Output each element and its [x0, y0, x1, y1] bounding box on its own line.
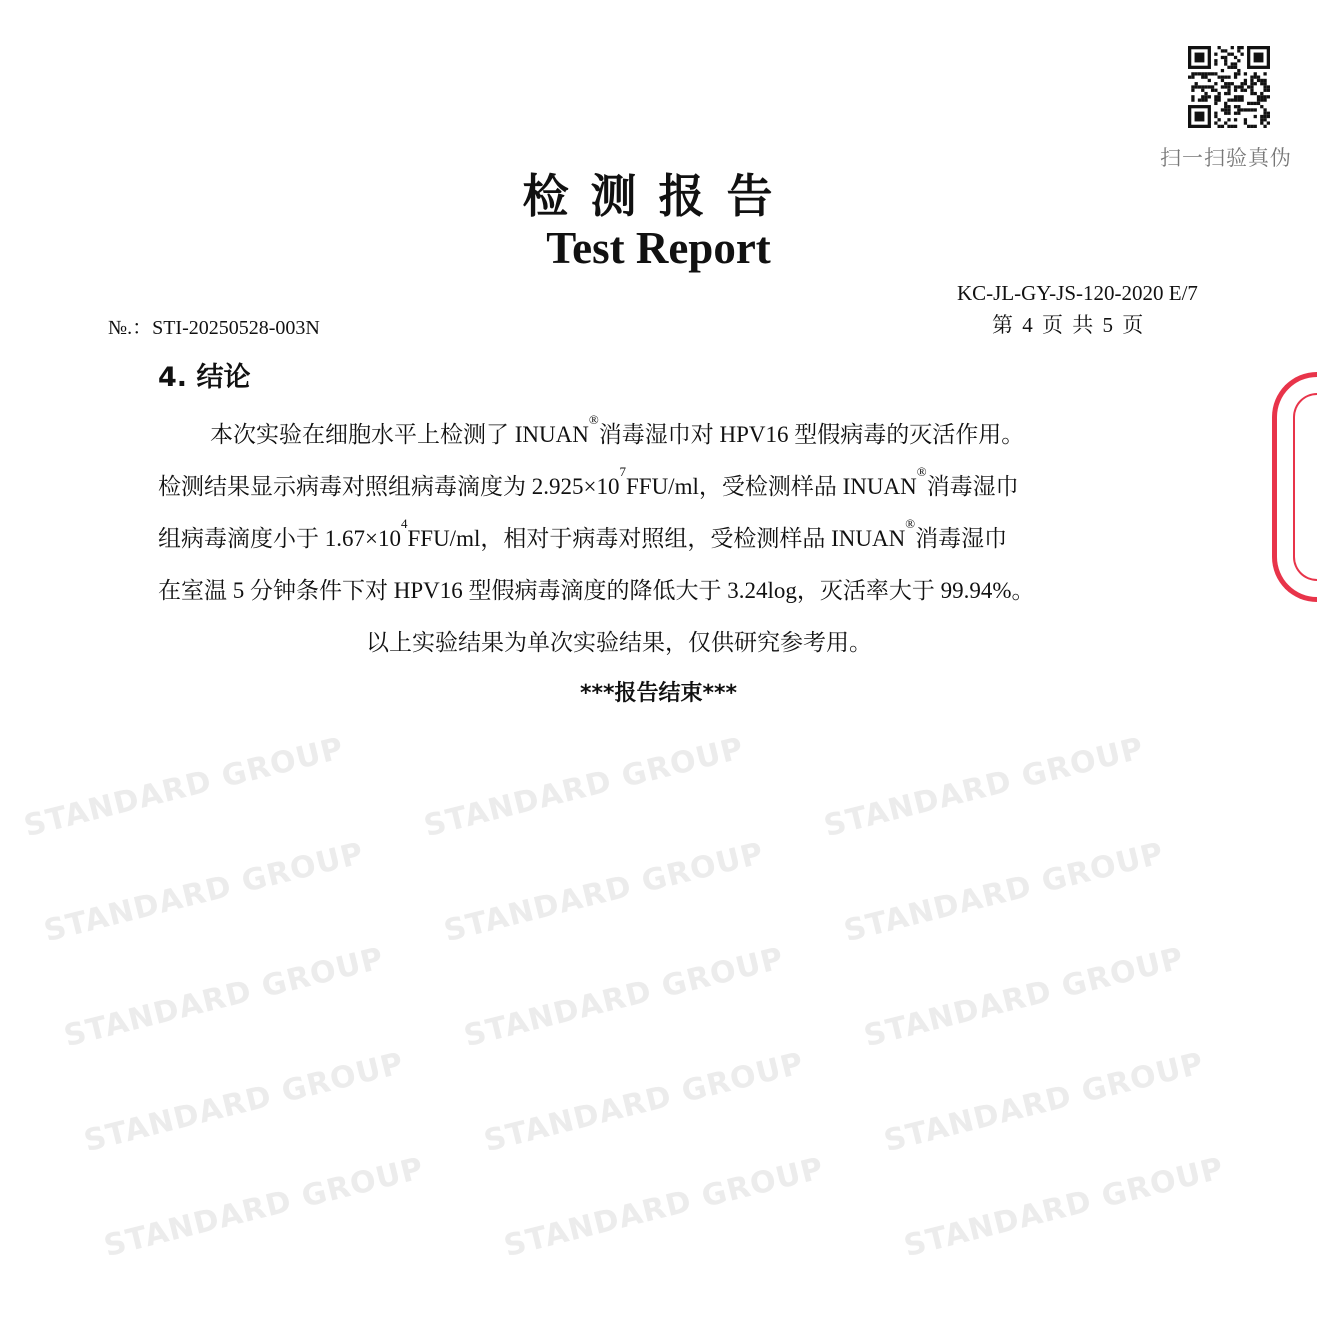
- text-segment: 组病毒滴度小于 1.67×10: [158, 526, 401, 551]
- conclusion-line: [158, 516, 1008, 553]
- watermark-text: STANDARD GROUP: [480, 1045, 808, 1160]
- watermark-text: STANDARD GROUP: [80, 1045, 408, 1160]
- watermark-text: STANDARD GROUP: [20, 730, 348, 845]
- report-number: №.：STI-20250528-003N: [108, 317, 320, 339]
- superscript: ®: [905, 516, 916, 531]
- page-info: 第 4 页 共 5 页: [992, 313, 1144, 337]
- superscript: 4: [400, 516, 408, 531]
- watermark-text: STANDARD GROUP: [840, 835, 1168, 950]
- text-segment: FFU/ml，受检测样品 INUAN: [625, 474, 917, 499]
- qr-caption: 扫一扫验真伪: [1160, 146, 1292, 170]
- watermark-text: STANDARD GROUP: [420, 730, 748, 845]
- text-segment: FFU/ml，相对于病毒对照组，受检测样品 INUAN: [407, 526, 906, 551]
- title-chinese: 检测报告: [522, 169, 795, 223]
- watermark-text: STANDARD GROUP: [900, 1150, 1228, 1265]
- superscript: ®: [588, 412, 599, 427]
- watermark-text: STANDARD GROUP: [60, 940, 388, 1055]
- superscript: 7: [619, 464, 626, 479]
- text-segment: 检测结果显示病毒对照组病毒滴度为 2.925×10: [158, 474, 620, 499]
- watermark-text: STANDARD GROUP: [460, 940, 788, 1055]
- conclusion-line: [210, 412, 1025, 449]
- watermark-text: STANDARD GROUP: [880, 1045, 1208, 1160]
- form-code: KC-JL-GY-JS-120-2020 E/7: [957, 281, 1198, 305]
- official-seal-stamp: [1272, 372, 1317, 602]
- note-text: 以上实验结果为单次实验结果，仅供研究参考用。: [366, 630, 872, 655]
- text-segment: 消毒湿巾: [915, 526, 1008, 551]
- text-segment: 消毒湿巾: [926, 474, 1019, 499]
- text-segment: 本次实验在细胞水平上检测了 INUAN: [210, 422, 589, 447]
- watermark-text: STANDARD GROUP: [440, 835, 768, 950]
- watermark-text: STANDARD GROUP: [500, 1150, 828, 1265]
- text-segment: 在室温 5 分钟条件下对 HPV16 型假病毒滴度的降低大于 3.24log，灭活率大于 99.94%。: [158, 578, 1035, 603]
- conclusion-line: [158, 464, 1019, 501]
- watermark-text: STANDARD GROUP: [40, 835, 368, 950]
- qr-code[interactable]: [1188, 46, 1270, 128]
- superscript: ®: [916, 464, 927, 479]
- conclusion-line: [158, 572, 1035, 605]
- end-mark: ***报告结束***: [579, 681, 738, 706]
- watermark-text: STANDARD GROUP: [820, 730, 1148, 845]
- watermark-text: STANDARD GROUP: [860, 940, 1188, 1055]
- watermark-text: STANDARD GROUP: [100, 1150, 428, 1265]
- section-heading: 4. 结论: [158, 362, 251, 393]
- text-segment: 消毒湿巾对 HPV16 型假病毒的灭活作用。: [598, 422, 1025, 447]
- title-english: Test Report: [546, 223, 771, 273]
